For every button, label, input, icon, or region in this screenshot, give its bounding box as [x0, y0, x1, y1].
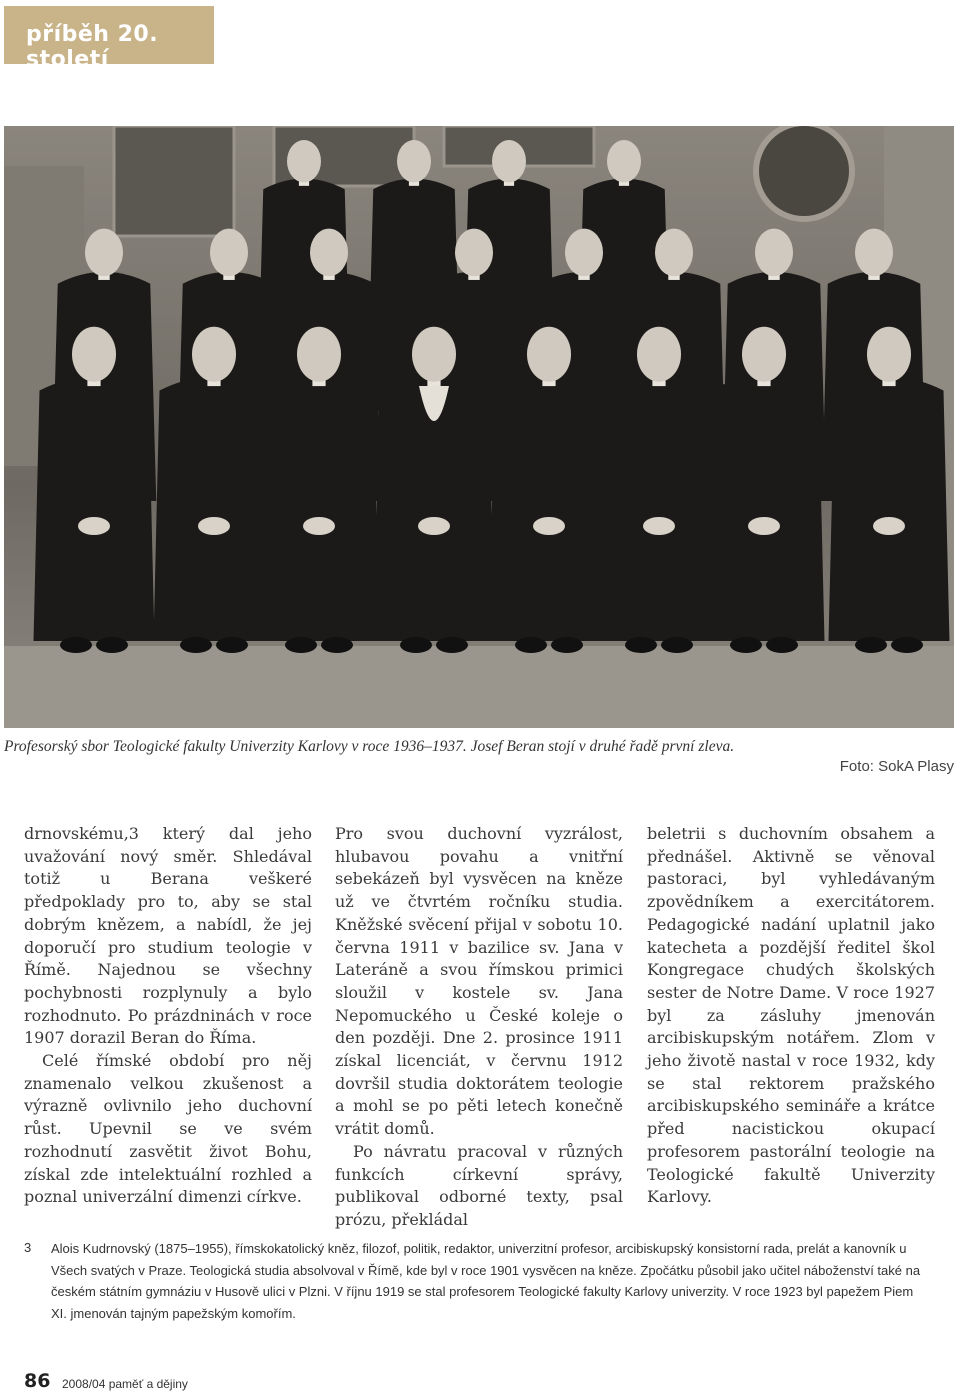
group-photo-image — [4, 126, 954, 728]
paragraph: beletrii s duchovním obsahem a přednášel. Aktivně se věnoval pastoraci, byl vyhledávaným zpovědníkem a exercitátorem. Pedagogické nadání uplatnil jako katecheta a pozdější ředitel škol Kongregace chudých školských sester de Notre Dame. V roce 1927 byl za zásluhy jmenován arcibiskupským notářem. Zlom v jeho životě nastal v roce 1932, kdy se stal rektorem pražského arcibiskupského semináře a krátce před nacistickou okupací profesorem pastorální teologie na Teologické fakultě Univerzity Karlovy. — [647, 824, 935, 1207]
group-photo — [4, 126, 954, 728]
paragraph: Celé římské období pro něj znamenalo velkou zkušenost a výrazně ovlivnilo jeho duchovní růst. Upevnil se ve svém rozhodnutí zasvětit život Bohu, získal zde intelektuální rozhled a poznal univerzální dimenzi církve. — [24, 1051, 312, 1207]
section-header — [4, 6, 214, 72]
paragraph: Po návratu pracoval v různých funkcích církevní správy, publikoval odborné texty, psal prózu, překládal — [335, 1141, 623, 1229]
footnote-number: 3 — [24, 1240, 32, 1255]
photo-credit: Foto: SokA Plasy — [839, 758, 954, 775]
article-column-1 — [24, 823, 312, 1209]
page-number: 86 — [24, 1370, 51, 1392]
article-column-3 — [647, 823, 935, 1209]
photo-caption: Profesorský sbor Teologické fakulty Univerzity Karlovy v roce 1936–1937. Josef Beran stojí v druhé řadě první zleva. — [4, 738, 735, 755]
paragraph: drnovskému,3 který dal jeho uvažování nový směr. Shledával totiž u Berana veškeré předpoklady pro to, aby se stal dobrým knězem, a nabídl, že jej doporučí pro studium teologie v Římě. Najednou se všechny pochybnosti rozplynuly a bylo rozhodnuto. Po prázdninách v roce 1907 dorazil Beran do Říma. — [24, 824, 312, 1048]
paragraph: Pro svou duchovní vyzrálost, hlubavou povahu a vnitřní sebekázeň byl vysvěcen na kněze už ve čtvrtém ročníku studia. Kněžské svěcení přijal v sobotu 10. června 1911 v bazilice sv. Jana v Lateráně a svou římskou primici sloužil v kostele sv. Jana Nepomuckého u České koleje o den později. Dne 2. prosince 1911 získal licenciát, v červnu 1912 dovršil studia doktorátem teologie a mohl se po pěti letech konečně vrátit domů. — [335, 824, 623, 1139]
publication-info: 2008/04 paměť a dějiny — [62, 1377, 188, 1391]
footnote-text: Alois Kudrnovský (1875–1955), římskokatolický kněz, filozof, politik, redaktor, univerzitní profesor, arcibiskupský konsistorní rada, prelát a kanovník u Všech svatých v Praze. Teologická studia absolvoval v Římě, kde byl v roce 1901 vysvěcen na kněze. Zpočátku působil jako učitel náboženství také na českém státním gymnáziu v Husově ulici v Plzni. V říjnu 1919 se stal profesorem Teologické fakulty Karlovy univerzity. V roce 1923 byl papežem Piem XI. jmenován tajným papežským komořím. — [51, 1241, 921, 1321]
article-column-2 — [335, 823, 623, 1232]
section-label: příběh 20. století — [26, 22, 159, 72]
